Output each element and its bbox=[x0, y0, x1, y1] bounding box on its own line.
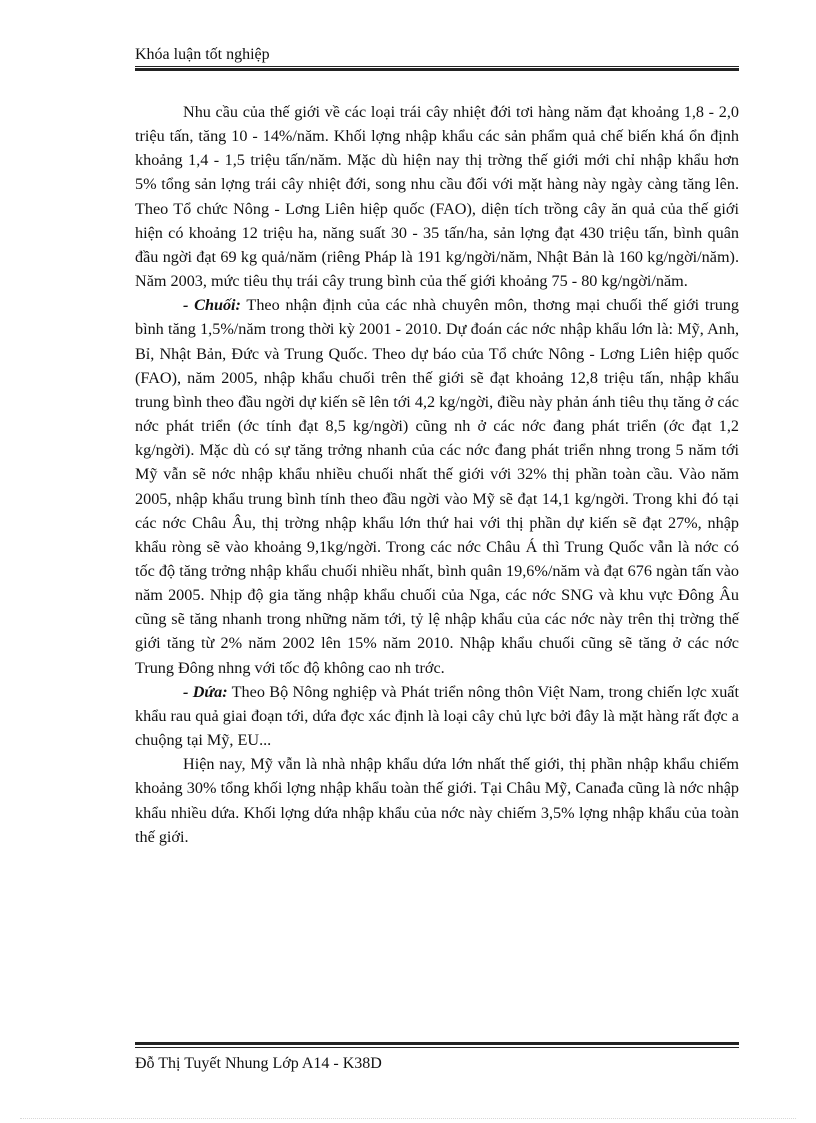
footer-author: Đỗ Thị Tuyết Nhung Lớp A14 - K38D bbox=[135, 1055, 382, 1072]
footer-rule-thick bbox=[135, 1042, 739, 1045]
document-body bbox=[135, 100, 739, 849]
page-header bbox=[135, 45, 739, 65]
paragraph-text: Hiện nay, Mỹ vẫn là nhà nhập khẩu dứa lớn nhất thế giới, thị phần nhập khẩu chiếm khoảng 30% tổng khối lợng nhập khẩu toàn thế giới. Tại Châu Mỹ, Canađa cũng là nớc nhập khẩu nhiều dứa. Khối lợng dứa nhập khẩu của nớc này chiếm 3,5% lợng nhập khẩu của toàn thế giới. bbox=[135, 755, 739, 846]
paragraph-pineapple-import bbox=[135, 752, 739, 849]
paragraph-intro bbox=[135, 100, 739, 293]
header-title: Khóa luận tốt nghiệp bbox=[135, 46, 270, 63]
paragraph-banana bbox=[135, 293, 739, 680]
paragraph-lead-pineapple: - Dứa: bbox=[183, 682, 228, 701]
paragraph-text: Theo Bộ Nông nghiệp và Phát triển nông thôn Việt Nam, trong chiến lợc xuất khẩu rau quả giai đoạn tới, dứa đợc xác định là loại cây chủ lực bởi đây là mặt hàng rất đợc a chuộng tại Mỹ, EU... bbox=[135, 682, 739, 750]
footer-rule-thin bbox=[135, 1047, 739, 1048]
page-bottom-border bbox=[20, 1118, 796, 1119]
header-rule-thick bbox=[135, 68, 739, 71]
header-rule-thin bbox=[135, 66, 739, 67]
paragraph-text: Nhu cầu của thế giới về các loại trái cây nhiệt đới tơi hàng năm đạt khoảng 1,8 - 2,0 triệu tấn, tăng 10 - 14%/năm. Khối lợng nhập khẩu các sản phẩm quả chế biến khá ổn định khoảng 1,4 - 1,5 triệu tấn/năm. Mặc dù hiện nay thị trờng thế giới mới chỉ nhập khẩu hơn 5% tổng sản lợng trái cây nhiệt đới, song nhu cầu đối với mặt hàng này ngày càng tăng lên. Theo Tổ chức Nông - Lơng Liên hiệp quốc (FAO), diện tích trồng cây ăn quả của thế giới hiện có khoảng 12 triệu ha, năng suất 30 - 35 tấn/ha, sản lợng đạt 430 triệu tấn, bình quân đầu ngời đạt 69 kg quả/năm (riêng Pháp là 191 kg/ngời/năm, Nhật Bản là 160 kg/ngời/năm). Năm 2003, mức tiêu thụ trái cây trung bình của thế giới khoảng 75 - 80 kg/ngời/năm. bbox=[135, 103, 739, 291]
paragraph-text: Theo nhận định của các nhà chuyên môn, thơng mại chuối thế giới trung bình tăng 1,5%/năm trong thời kỳ 2001 - 2010. Dự đoán các nớc nhập khẩu lớn là: Mỹ, Anh, Bỉ, Nhật Bản, Đức và Trung Quốc. Theo dự báo của Tổ chức Nông - Lơng Liên hiệp quốc (FAO), năm 2005, nhập khẩu chuối trên thế giới sẽ đạt khoảng 12,8 triệu tấn, nhập khẩu trung bình theo đầu ngời dự kiến sẽ lên tới 4,2 kg/ngời, điều này phản ánh tiêu thụ tăng ở các nớc phát triển (ớc tính đạt 8,5 kg/ngời) cũng nh ở các nớc đang phát triển (ớc đạt 1,2 kg/ngời). Mặc dù có sự tăng trởng nhanh của các nớc đang phát triển nhng trong 5 năm tới Mỹ vẫn sẽ nớc nhập khẩu nhiều chuối nhất thế giới với 32% thị phần toàn cầu. Vào năm 2005, nhập khẩu trung bình tính theo đầu ngời vào Mỹ sẽ đạt 14,1 kg/ngời. Trong khi đó tại các nớc Châu Âu, thị trờng nhập khẩu lớn thứ hai với thị phần dự kiến sẽ đạt 27%, nhập khẩu ròng sẽ vào khoảng 9,1kg/ngời. Trong các nớc Châu Á thì Trung Quốc vẫn là nớc có tốc độ tăng trởng nhập khẩu chuối nhiều nhất, bình quân 19,6%/năm và đạt 676 ngàn tấn vào năm 2005. Nhịp độ gia tăng nhập khẩu chuối của Nga, các nớc SNG và khu vực Đông Âu cũng sẽ tăng nhanh trong những năm tới, tỷ lệ nhập khẩu của các nớc này trên thị trờng thế giới tăng từ 2% năm 2002 lên 15% năm 2010. Nhập khẩu chuối cũng sẽ tăng ở các nớc Trung Đông nhng với tốc độ không cao nh trớc. bbox=[135, 296, 739, 677]
paragraph-pineapple bbox=[135, 680, 739, 752]
paragraph-lead-banana: - Chuối: bbox=[183, 296, 241, 315]
